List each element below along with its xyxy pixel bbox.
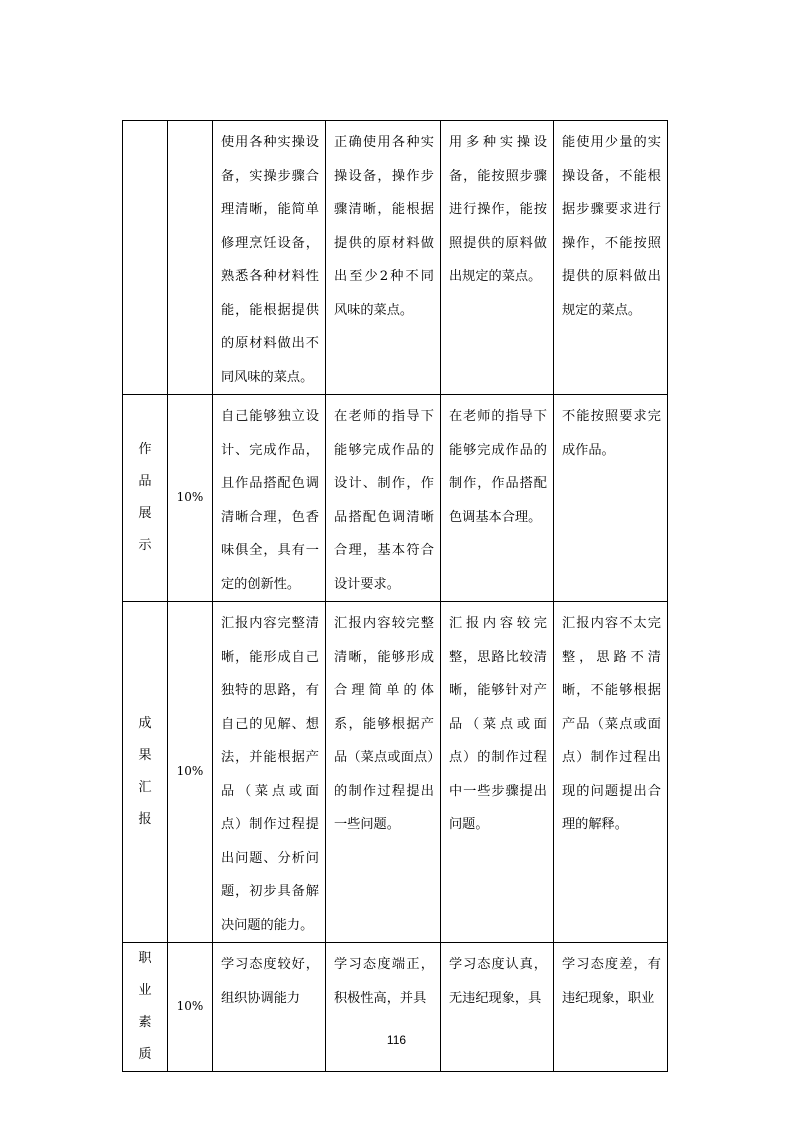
weight-cell: 10% [168,602,213,943]
page-number: 116 [386,1033,407,1047]
table-row [123,943,668,1072]
weight-cell: 10% [168,943,213,1072]
table-row [123,121,668,395]
table-row [123,602,668,943]
criteria-excellent-cell: 自己能够独立设计、完成作品，且作品搭配色调清晰合理，色香味俱全，具有一定的创新性。 [213,395,326,602]
criteria-good-cell: 在老师的指导下能够完成作品的设计、制作，作品搭配色调清晰合理，基本符合设计要求。 [326,395,441,602]
evaluation-table [122,120,668,1072]
criteria-pass-cell: 学习态度认真，无违纪现象，具 [441,943,554,1072]
criteria-excellent-cell: 使用各种实操设备，实操步骤合理清晰，能简单修理烹饪设备，熟悉各种材料性能，能根据提供的原材料做出不同风味的菜点。 [213,121,326,395]
category-cell: 职业素质 [123,943,168,1072]
criteria-fail-cell: 能使用少量的实操设备，不能根据步骤要求进行操作，不能按照提供的原料做出规定的菜点。 [554,121,668,395]
criteria-excellent-cell: 学习态度较好，组织协调能力 [213,943,326,1072]
criteria-good-cell: 正确使用各种实操设备，操作步骤清晰，能根据提供的原材料做出至少2种不同风味的菜点。 [326,121,441,395]
weight-cell [168,121,213,395]
criteria-good-cell: 汇报内容较完整清晰，能够形成合理简单的体系，能够根据产品（菜点或面点）的制作过程提出一些问题。 [326,602,441,943]
category-cell: 作品展示 [123,395,168,602]
category-cell [123,121,168,395]
criteria-fail-cell: 学习态度差，有违纪现象，职业 [554,943,668,1072]
criteria-good-cell: 学习态度端正，积极性高，并具 [326,943,441,1072]
criteria-pass-cell: 用多种实操设备，能按照步骤进行操作，能按照提供的原料做出规定的菜点。 [441,121,554,395]
weight-cell: 10% [168,395,213,602]
criteria-fail-cell: 不能按照要求完成作品。 [554,395,668,602]
category-cell: 成果汇报 [123,602,168,943]
criteria-fail-cell: 汇报内容不太完整，思路不清晰，不能够根据产品（菜点或面点）制作过程出现的问题提出合理的解释。 [554,602,668,943]
criteria-pass-cell: 汇报内容较完整，思路比较清晰，能够针对产品（菜点或面点）的制作过程中一些步骤提出问题。 [441,602,554,943]
criteria-pass-cell: 在老师的指导下能够完成作品的制作，作品搭配色调基本合理。 [441,395,554,602]
criteria-excellent-cell: 汇报内容完整清晰，能形成自己独特的思路，有自己的见解、想法，并能根据产品（菜点或面点）制作过程提出问题、分析问题，初步具备解决问题的能力。 [213,602,326,943]
table-row [123,395,668,602]
